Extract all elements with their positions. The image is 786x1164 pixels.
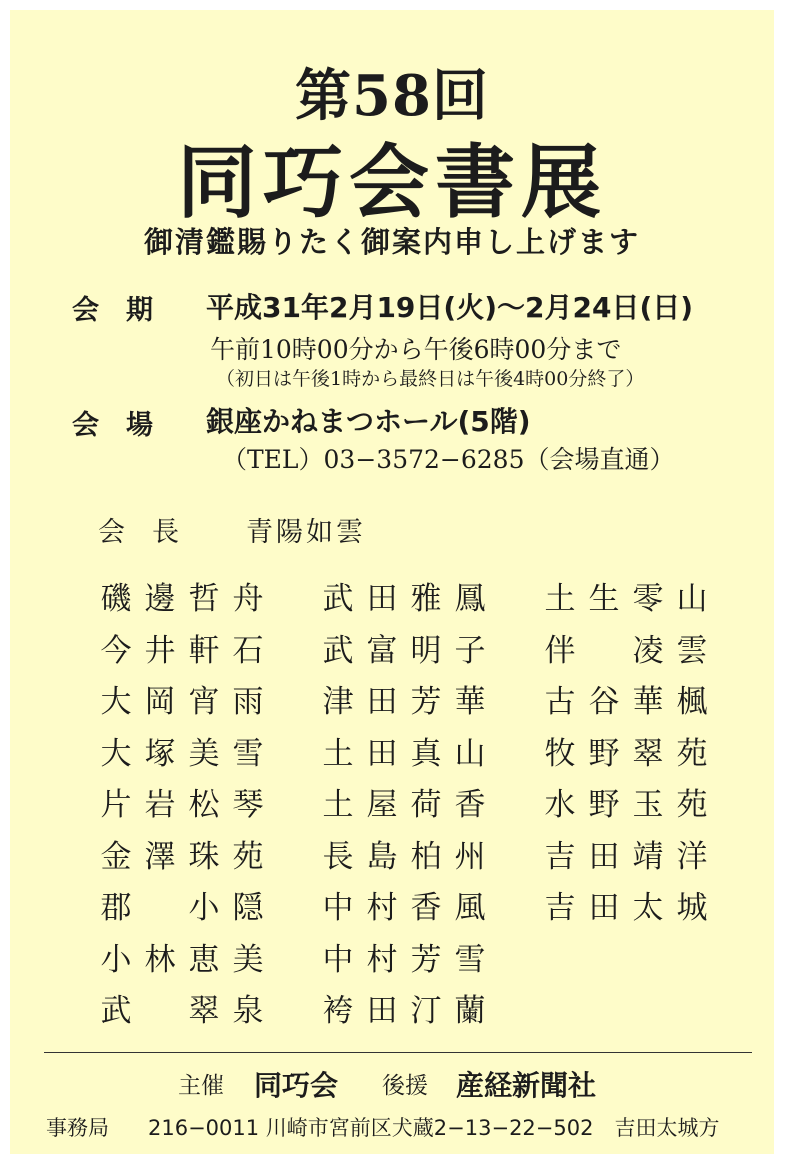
office-label: 事務局	[46, 1116, 109, 1140]
member-name: 土 生 零 山	[544, 581, 708, 617]
member-name: 吉 田 靖 洋	[544, 838, 708, 875]
member-name: 郡 小 隠	[100, 890, 264, 926]
venue-tel: （TEL）03−3572−6285（会場直通）	[222, 445, 675, 474]
member-name: 水 野 玉 苑	[544, 787, 708, 823]
office-address: 216−0011 川崎市宮前区犬蔵2−13−22−502 吉田太城方	[148, 1116, 720, 1140]
member-name: 土 屋 荷 香	[322, 787, 486, 823]
greeting-text: 御清鑑賜りたく御案内申し上げます	[143, 225, 640, 259]
member-name: 袴 田 汀 蘭	[322, 993, 486, 1029]
venue-name: 銀座かねまつホール(5階)	[206, 405, 531, 438]
member-name: 武 翠 泉	[100, 993, 264, 1029]
period-hours: 午前10時00分から午後6時00分まで	[210, 335, 622, 364]
page-title: 同巧会書展	[177, 135, 607, 229]
divider	[44, 1052, 752, 1053]
member-name: 長 島 柏 州	[322, 838, 486, 875]
venue-label: 会 場	[72, 410, 153, 441]
member-name: 土 田 真 山	[322, 735, 486, 772]
exhibition-card	[10, 10, 774, 1154]
member-name: 武 田 雅 鳳	[322, 581, 486, 617]
member-name: 中 村 香 風	[322, 890, 486, 926]
member-name: 片 岩 松 琴	[100, 787, 264, 823]
member-name: 大 岡 宵 雨	[100, 684, 264, 720]
member-name: 金 澤 珠 苑	[100, 838, 264, 875]
member-name: 牧 野 翠 苑	[544, 735, 708, 772]
sponsor-label: 主催	[178, 1073, 224, 1099]
member-name: 伴 凌 雲	[544, 632, 708, 669]
member-name: 武 富 明 子	[322, 632, 486, 669]
president-label: 会 長	[98, 517, 179, 548]
member-name: 磯 邊 哲 舟	[100, 581, 264, 617]
president-name: 青陽如雲	[246, 517, 366, 548]
period-dates: 平成31年2月19日(火)〜2月24日(日)	[206, 291, 694, 324]
member-name: 中 村 芳 雪	[322, 941, 486, 978]
period-note: （初日は午後1時から最終日は午後4時00分終了）	[216, 368, 645, 390]
member-name: 大 塚 美 雪	[100, 735, 264, 772]
member-name: 小 林 恵 美	[100, 941, 264, 978]
period-label: 会 期	[72, 295, 153, 326]
member-name: 古 谷 華 楓	[544, 684, 708, 720]
member-name: 吉 田 太 城	[544, 890, 708, 926]
member-name: 津 田 芳 華	[322, 684, 486, 720]
support-label: 後援	[382, 1073, 428, 1099]
supporter-name: 産経新聞社	[456, 1069, 597, 1102]
title-edition: 第58回	[295, 63, 489, 129]
sponsor-name: 同巧会	[254, 1069, 339, 1102]
member-name: 今 井 軒 石	[100, 632, 264, 669]
